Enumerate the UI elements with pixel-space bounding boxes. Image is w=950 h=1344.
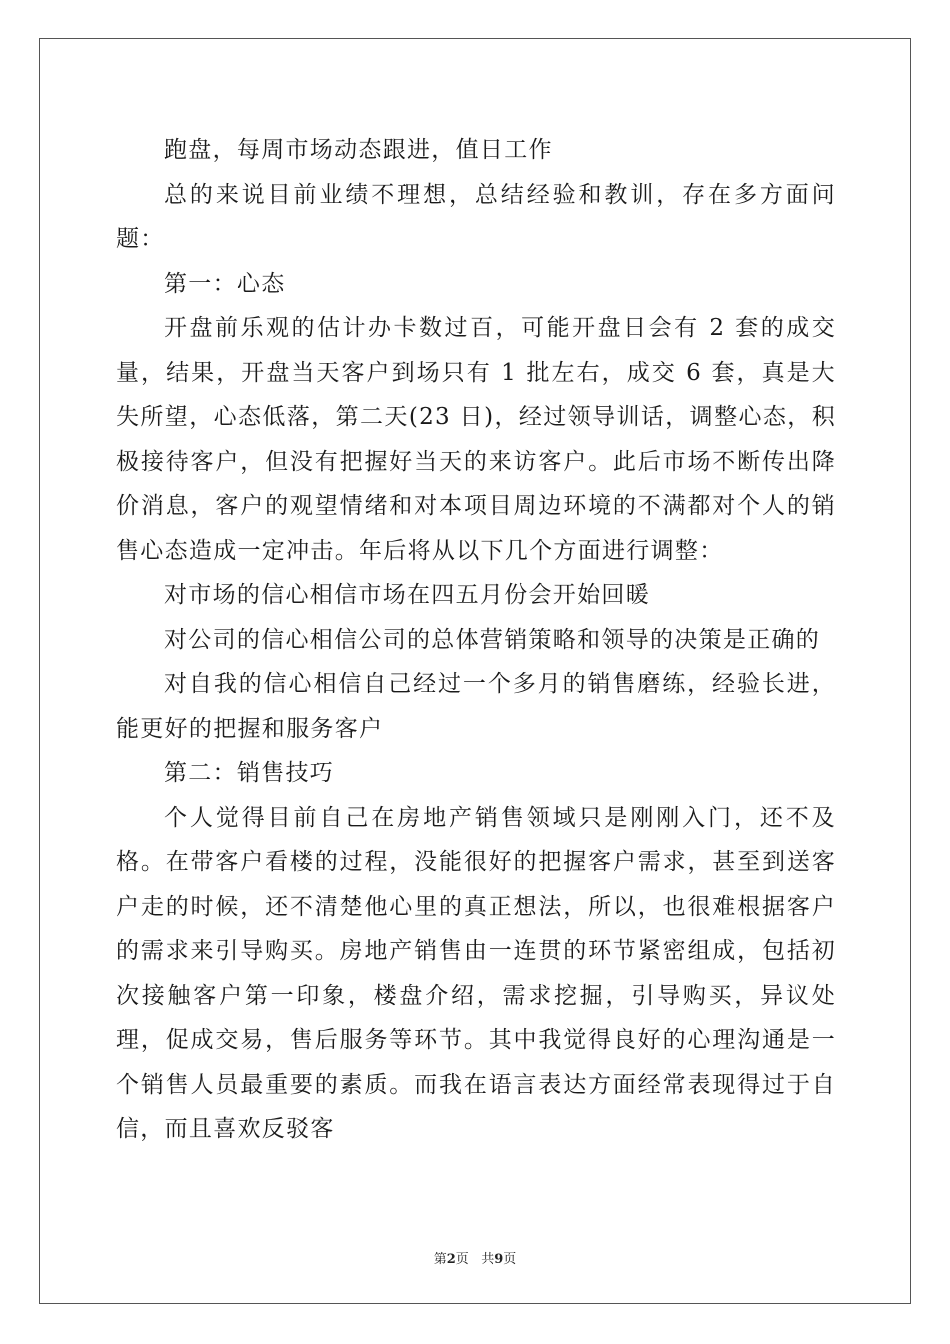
section-heading: 第一：心态 [164, 270, 286, 297]
total-page-number: 9 [494, 1252, 504, 1267]
footer-mid: 页 共 [455, 1252, 495, 1267]
section-heading: 第二：销售技巧 [164, 760, 335, 786]
paragraph: 对公司的信心相信公司的总体营销策略和领导的决策是正确的 [164, 626, 821, 653]
paragraph: 对自我的信心相信自己经过一个多月的销售磨练，经验长进，能更好的把握和服务客户 [116, 671, 836, 742]
paragraph: 总的来说目前业绩不理想，总结经验和教训，存在多方面问题： [116, 181, 836, 252]
page-number-footer [0, 1248, 950, 1267]
document-body [116, 128, 836, 1152]
paragraph: 开盘前乐观的估计办卡数过百，可能开盘日会有 2 套的成交量，结果，开盘当天客户到场只有 1 批左右，成交 6 套，真是大失所望，心态低落，第二天(23 日)，经过领导训话，调整心态，积极接待客户，但没有把握好当天的来访客户。此后市场不断传出降价消息，客户的观望情绪和对本项目周边环境的不满都对个人的销售心态造成一定冲击。年后将从以下几个方面进行调整： [116, 315, 836, 564]
paragraph: 对市场的信心相信市场在四五月份会开始回暖 [164, 582, 650, 608]
footer-suffix: 页 [503, 1252, 517, 1267]
current-page-number: 2 [446, 1252, 456, 1267]
paragraph: 跑盘，每周市场动态跟进，值日工作 [164, 137, 553, 163]
paragraph: 个人觉得目前自己在房地产销售领域只是刚刚入门，还不及格。在带客户看楼的过程，没能很好的把握客户需求，甚至到送客户走的时候，还不清楚他心里的真正想法，所以，也很难根据客户的需求来引导购买。房地产销售由一连贯的环节紧密组成，包括初次接触客户第一印象，楼盘介绍，需求挖掘，引导购买，异议处理，促成交易，售后服务等环节。其中我觉得良好的心理沟通是一个销售人员最重要的素质。而我在语言表达方面经常表现得过于自信，而且喜欢反驳客 [116, 804, 836, 1142]
footer-prefix: 第 [433, 1252, 447, 1267]
